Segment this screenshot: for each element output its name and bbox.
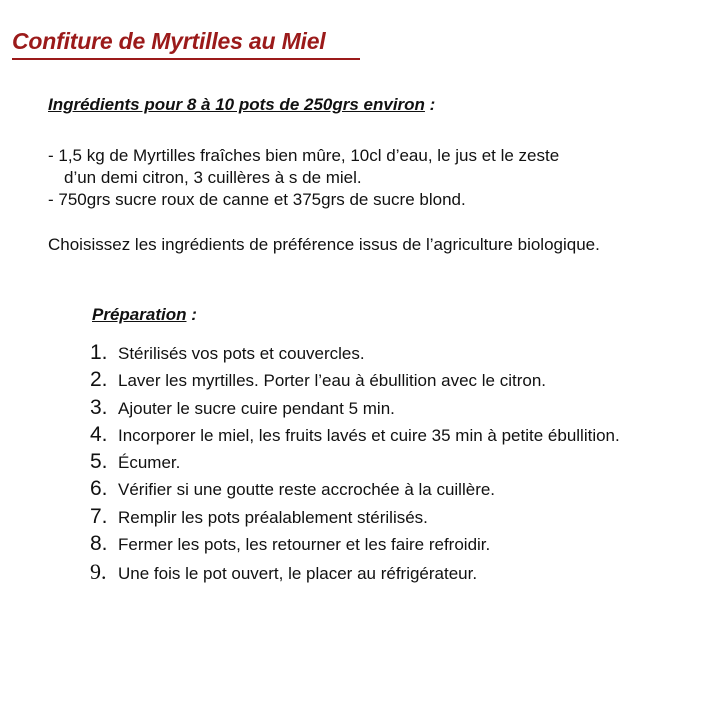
step-text: Incorporer le miel, les fruits lavés et cuire 35 min à petite ébullition. [118, 425, 620, 445]
step-item [90, 396, 620, 423]
step-item [90, 477, 620, 504]
step-item [90, 341, 620, 368]
step-text: Ajouter le sucre cuire pendant 5 min. [118, 398, 395, 418]
title-underline [12, 58, 360, 60]
step-text: Stérilisés vos pots et couvercles. [118, 344, 365, 363]
step-text: Une fois le pot ouvert, le placer au réfrigérateur. [118, 564, 478, 584]
step-number: 1. [90, 341, 108, 364]
step-item [90, 450, 620, 477]
preparation-heading-label: Préparation [92, 305, 187, 324]
ingredients-heading-colon: : [424, 95, 436, 114]
step-number: 3. [90, 395, 108, 419]
ingredients-heading-label: Ingrédients pour 8 à 10 pots de 250grs environ [48, 95, 425, 114]
step-text: Vérifier si une goutte reste accrochée à la cuillère. [118, 480, 496, 500]
step-number: 9. [90, 559, 107, 585]
step-item [90, 423, 620, 450]
step-number: 4. [90, 422, 108, 446]
ingredient-line-3: - 750grs sucre roux de canne et 375grs de sucre blond. [48, 190, 466, 209]
preparation-heading [92, 305, 197, 325]
organic-note: Choisissez les ingrédients de préférence issus de l’agriculture biologique. [48, 235, 600, 254]
preparation-steps [90, 341, 620, 587]
step-item [90, 559, 620, 586]
step-number: 7. [90, 504, 108, 528]
ingredient-line-1: - 1,5 kg de Myrtilles fraîches bien mûre, 10cl d’eau, le jus et le zeste [48, 146, 560, 165]
step-item [90, 505, 620, 532]
step-item [90, 368, 620, 395]
step-number: 6. [90, 477, 108, 501]
ingredients-heading [48, 95, 435, 115]
ingredient-line-2: d’un demi citron, 3 cuillères à s de miel. [64, 168, 362, 187]
step-number: 2. [90, 368, 108, 392]
step-text: Remplir les pots préalablement stérilisés. [118, 507, 428, 527]
step-text: Fermer les pots, les retourner et les faire refroidir. [118, 535, 491, 555]
step-text: Écumer. [118, 453, 181, 473]
step-item [90, 532, 620, 559]
step-number: 8. [90, 532, 108, 556]
step-number: 5. [90, 450, 108, 474]
page-title: Confiture de Myrtilles au Miel [12, 28, 326, 54]
step-text: Laver les myrtilles. Porter l’eau à ébullition avec le citron. [118, 371, 547, 391]
preparation-heading-colon: : [186, 305, 197, 324]
